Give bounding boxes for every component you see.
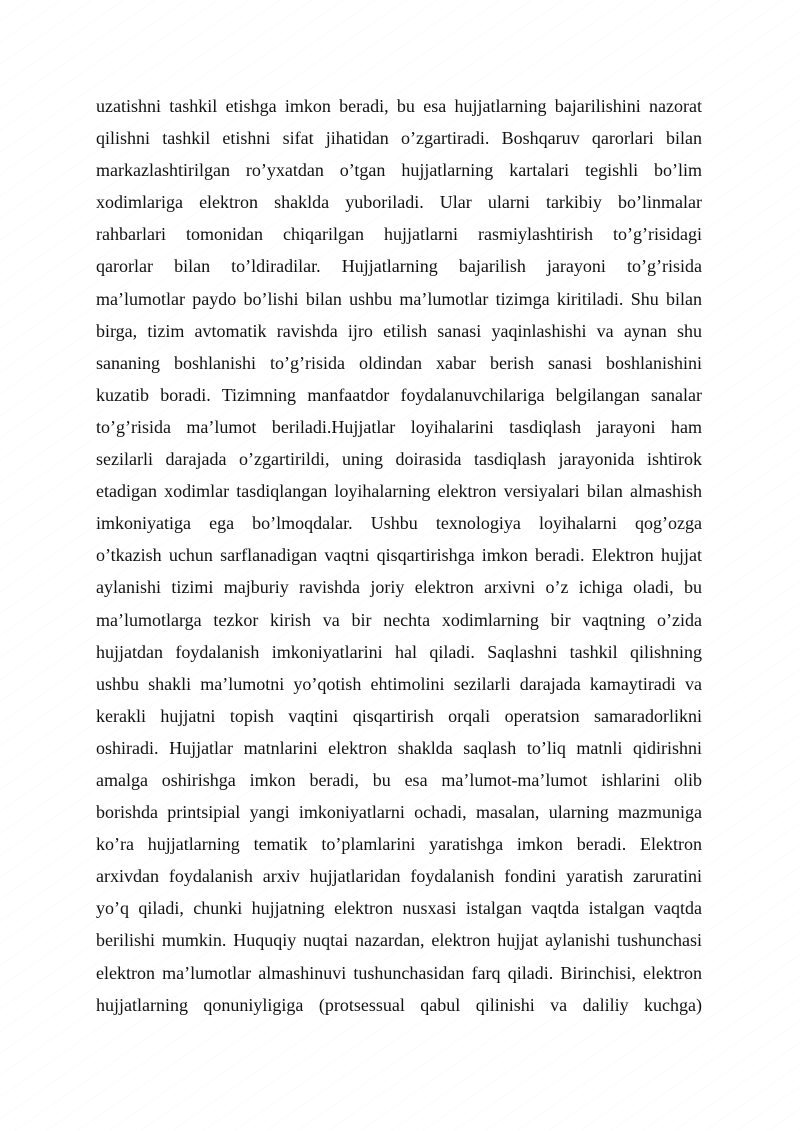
- text-line: ko’ra hujjatlarning tematik to’plamlarini yaratishga imkon beradi. Elektron: [96, 834, 702, 855]
- text-line: amalga oshirishga imkon beradi, bu esa ma’lumot-ma’lumot ishlarini olib: [96, 769, 702, 790]
- text-line: kerakli hujjatni topish vaqtini qisqartirish orqali operatsion samaradorlikni: [96, 705, 702, 726]
- text-line: yo’q qiladi, chunki hujjatning elektron nusxasi istalgan vaqtda istalgan vaqtda: [96, 898, 702, 919]
- text-line: qarorlar bilan to’ldiradilar. Hujjatlarning bajarilish jarayoni to’g’risida: [96, 256, 702, 277]
- text-line: etadigan xodimlar tasdiqlangan loyihalarning elektron versiyalari bilan almashish: [96, 481, 702, 502]
- text-line: borishda printsipial yangi imkoniyatlarni ochadi, masalan, ularning mazmuniga: [96, 802, 702, 823]
- text-line: berilishi mumkin. Huquqiy nuqtai nazardan, elektron hujjat aylanishi tushunchasi: [96, 930, 702, 951]
- text-line: sezilarli darajada o’zgartirildi, uning doirasida tasdiqlash jarayonida ishtirok: [96, 449, 702, 470]
- text-line: uzatishni tashkil etishga imkon beradi, bu esa hujjatlarning bajarilishini nazorat: [96, 96, 702, 116]
- text-line: rahbarlari tomonidan chiqarilgan hujjatlarni rasmiylashtirish to’g’risidagi: [96, 224, 702, 245]
- text-line: ushbu shakli ma’lumotni yo’qotish ehtimolini sezilarli darajada kamaytiradi va: [96, 673, 702, 694]
- text-line: oshiradi. Hujjatlar matnlarini elektron shaklda saqlash to’liq matnli qidirishni: [96, 737, 702, 758]
- text-line: imkoniyatiga ega bo’lmoqdalar. Ushbu texnologiya loyihalarni qog’ozga: [96, 513, 702, 534]
- text-line: qilishni tashkil etishni sifat jihatidan o’zgartiradi. Boshqaruv qarorlari bilan: [96, 128, 702, 149]
- text-line: o’tkazish uchun sarflanadigan vaqtni qisqartirishga imkon beradi. Elektron hujjat: [96, 545, 702, 566]
- text-line: elektron ma’lumotlar almashinuvi tushunchasidan farq qiladi. Birinchisi, elektron: [96, 962, 702, 983]
- text-line: aylanishi tizimi majburiy ravishda joriy elektron arxivni o’z ichiga oladi, bu: [96, 577, 702, 598]
- text-line: sananing boshlanishi to’g’risida oldindan xabar berish sanasi boshlanishini: [96, 352, 702, 373]
- text-line: markazlashtirilgan ro’yxatdan o’tgan hujjatlarning kartalari tegishli bo’lim: [96, 160, 702, 181]
- document-body-text: [96, 90, 702, 1021]
- text-line: xodimlariga elektron shaklda yuboriladi. Ular ularni tarkibiy bo’linmalar: [96, 192, 702, 213]
- text-line: hujjatlarning qonuniyligiga (protsessual qabul qilinishi va daliliy kuchga): [96, 994, 702, 1015]
- text-line: hujjatdan foydalanish imkoniyatlarini hal qiladi. Saqlashni tashkil qilishning: [96, 641, 702, 662]
- text-line: birga, tizim avtomatik ravishda ijro etilish sanasi yaqinlashishi va aynan shu: [96, 320, 702, 341]
- text-line: ma’lumotlar paydo bo’lishi bilan ushbu ma’lumotlar tizimga kiritiladi. Shu bilan: [96, 288, 702, 309]
- text-line: ma’lumotlarga tezkor kirish va bir nechta xodimlarning bir vaqtning o’zida: [96, 609, 702, 630]
- text-line: kuzatib boradi. Tizimning manfaatdor foydalanuvchilariga belgilangan sanalar: [96, 384, 702, 405]
- text-line: arxivdan foydalanish arxiv hujjatlaridan foydalanish fondini yaratish zaruratini: [96, 866, 702, 887]
- text-line: to’g’risida ma’lumot beriladi.Hujjatlar loyihalarini tasdiqlash jarayoni ham: [96, 416, 702, 437]
